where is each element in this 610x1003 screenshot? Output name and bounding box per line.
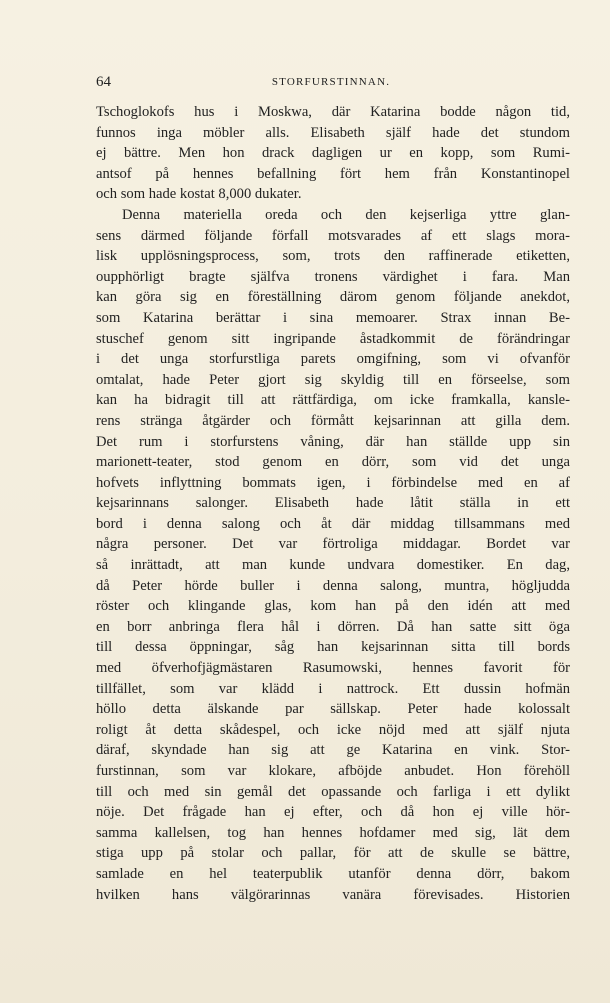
text-line: bord i denna salong och åt där middag tillsammans med — [96, 515, 570, 532]
page-header — [96, 74, 566, 94]
text-line: antsof på hennes befallning fört hem från Konstantinopel — [96, 165, 570, 182]
page-number: 64 — [96, 74, 111, 90]
text-line: röster och klingande glas, kom han på den idén att med — [96, 598, 570, 615]
text-line: Det rum i storfurstens våning, där han ställde upp sin — [96, 433, 570, 450]
text-line: några personer. Det var förtroliga middagar. Bordet var — [96, 536, 570, 553]
text-line: stiga upp på stolar och pallar, för att de skulle se bättre, — [96, 845, 570, 862]
text-line: till dessa öppningar, såg han kejsarinnan sitta till bords — [96, 639, 570, 656]
text-line: nöje. Det frågade han ej efter, och då hon ej ville hör- — [96, 804, 570, 821]
text-line: hvilken hans välgörarinnas vanära förevisades. Historien — [96, 886, 570, 903]
text-line: stuschef genom sitt ingripande åstadkommit de förändringar — [96, 330, 570, 347]
text-line: Denna materiella oreda och den kejserliga yttre glan- — [122, 206, 570, 223]
text-line: kejsarinnans salonger. Elisabeth hade låtit ställa in ett — [96, 495, 570, 512]
text-line: kan ha bidragit till att rättfärdiga, om icke framkalla, kansle- — [96, 392, 570, 409]
text-line: så inrättadt, att man kunde undvara domestiker. En dag, — [96, 557, 570, 574]
text-line: och som hade kostat 8,000 dukater. — [96, 186, 302, 203]
text-line: roligt åt detta skådespel, och icke nöjd med att själf njuta — [96, 721, 570, 738]
text-line: höllo detta älskande par sällskap. Peter hade kolossalt — [96, 701, 570, 718]
text-line: omtalat, hade Peter gjort sig skyldig till en förseelse, som — [96, 371, 570, 388]
text-line: kan göra sig en föreställning därom genom följande anekdot, — [96, 289, 570, 306]
text-line: däraf, skyndade han sig att ge Katarina en vink. Stor- — [96, 742, 570, 759]
text-line: tillfället, som var klädd i nattrock. Ett dussin hofmän — [96, 680, 570, 697]
text-line: Tschoglokofs hus i Moskwa, där Katarina bodde någon tid, — [96, 104, 570, 120]
text-line: som Katarina berättar i sina memoarer. Strax innan Be- — [96, 309, 570, 326]
running-head: STORFURSTINNAN. — [271, 76, 391, 88]
text-line: sens därmed följande förfall motsvarades af ett slags mora- — [96, 227, 570, 244]
text-line: furstinnan, som var klokare, afböjde anbudet. Hon förehöll — [96, 763, 570, 779]
text-line: samlade en hel teaterpublik utanför denna dörr, bakom — [96, 865, 570, 882]
text-line: i det unga storfurstliga parets omgifning, som vi ofvanför — [96, 351, 570, 368]
text-line: oupphörligt bragte själfva tronens värdighet i fara. Man — [96, 268, 570, 285]
text-line: då Peter hörde buller i denna salong, muntra, högljudda — [96, 577, 570, 594]
text-line: lisk upplösningsprocess, som, trots den raffinerade etiketten, — [96, 248, 570, 265]
text-line: hofvets inflyttning bommats igen, i förbindelse med en af — [96, 474, 570, 491]
text-line: till och med sin gemål det opassande och farliga i ett dylikt — [96, 783, 570, 800]
text-line: samma kallelsen, tog han hennes hofdamer med sig, lät dem — [96, 824, 570, 841]
text-line: ej bättre. Men hon drack dagligen ur en kopp, som Rumi- — [96, 145, 570, 162]
text-line: marionett-teater, stod genom en dörr, som vid det unga — [96, 454, 570, 471]
text-line: med öfverhofjägmästaren Rasumowski, hennes favorit för — [96, 660, 570, 677]
text-line: en borr anbringa flera hål i dörren. Då han satte sitt öga — [96, 618, 570, 635]
text-line: funnos inga möbler alls. Elisabeth själf hade det stundom — [96, 124, 570, 141]
text-line: rens stränga åtgärder och förmått kejsarinnan att gilla dem. — [96, 412, 570, 429]
body-text — [96, 102, 570, 905]
